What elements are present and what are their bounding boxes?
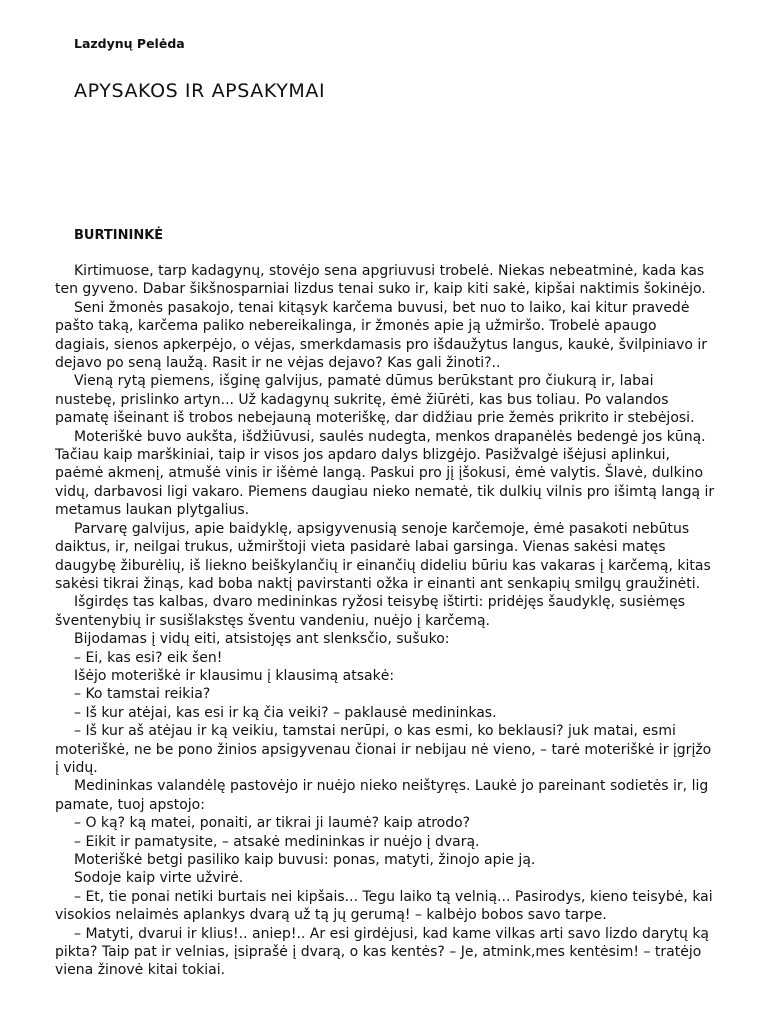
- paragraph: Moteriškė betgi pasiliko kaip buvusi: ponas, matyti, žinojo apie ją.: [74, 852, 536, 868]
- book-title: APYSAKOS IR APSAKYMAI: [74, 80, 326, 102]
- dialogue-line: – Iš kur atėjai, kas esi ir ką čia veiki? – paklausė medininkas.: [74, 704, 497, 721]
- dialogue-line: – Eikit ir pamatysite, – atsakė medininkas ir nuėjo į dvarą.: [74, 833, 480, 850]
- dialogue-line: – Iš kur aš atėjau ir ką veikiu, tamstai nerūpi, o kas esmi, ko beklausi? juk matai, esmi moteriškė, ne be pono žinios apsigyvenau čionai ir nebijau nė vieno, – tarė moteriškė ir įgrįžo į vidų.: [55, 723, 712, 776]
- dialogue-line: – Et, tie ponai netiki burtais nei kipšais... Tegu laiko tą velnią... Pasirodys, kieno teisybė, kai visokios nelaimės aplankys dvarą už tą jų gerumą! – kalbėjo bobos savo tarpe.: [55, 888, 713, 924]
- dialogue-line: – Ei, kas esi? eik šen!: [74, 649, 223, 666]
- author-name: Lazdynų Pelėda: [74, 36, 185, 51]
- dialogue-line: – O ką? ką matei, ponaiti, ar tikrai ji laumė? kaip atrodo?: [74, 815, 471, 832]
- paragraph: Kirtimuose, tarp kadagynų, stovėjo sena apgriuvusi trobelė. Niekas nebeatminė, kada kas ten gyveno. Dabar šikšnosparniai lizdus tenai suko ir, kaip kiti sakė, kipšai naktimis šokinėjo.: [55, 263, 706, 298]
- dialogue-line: – Matyti, dvarui ir klius!.. aniep!.. Ar esi girdėjusi, kad kame vilkas arti savo lizdo darytų ką pikta? Taip pat ir velnias, įsiprašė į dvarą, o kas kentės? – Je, atmink,mes kentėsim! – tratėjo viena žinovė kitai tokiai.: [55, 925, 710, 979]
- paragraph: Išgirdęs tas kalbas, dvaro medininkas ryžosi teisybę ištirti: pridėjęs šaudyklę, susiėmęs šventenybių ir susišlakstęs šventu vandeniu, nuėjo į karčemą.: [55, 594, 686, 629]
- dialogue-line: – Ko tamstai reikia?: [74, 686, 211, 703]
- document-page: [55, 0, 715, 1024]
- paragraph: Vieną rytą piemens, išginę galvijus, pamatė dūmus berūkstant pro čiukurą ir, labai nustebę, prislinko artyn... Už kadagynų sukritę, ėmė žiūrėti, kas bus toliau. Po valandos pamatę išeinant iš trobos nebejauną moteriškę, dar didžiau prie žemės prikrito ir stebėjosi.: [55, 373, 695, 427]
- paragraph: Moteriškė buvo aukšta, išdžiūvusi, saulės nudegta, menkos drapanėlės bedengė jos kūną. Tačiau kaip marškiniai, taip ir visos jos apdaro dalys blizgėjo. Pasižvalgė išėjusi aplinkui, paėmė akmenį, atmušė vinis ir išėmė langą. Paskui pro jį įšokusi, ėmė valytis. Šlavė, dulkino vidų, darbavosi ligi vakaro. Piemens daugiau nieko nematė, tik dulkių vilnis pro išimtą langą ir metamus laukan plytgalius.: [55, 428, 715, 519]
- paragraph: Bijodamas į vidų eiti, atsistojęs ant slenksčio, sušuko:: [74, 631, 450, 648]
- paragraph: Seni žmonės pasakojo, tenai kitąsyk karčema buvusi, bet nuo to laiko, kai kitur pravedė pašto taką, karčema paliko nebereikalinga, ir žmonės apie ją užmiršo. Trobelė apaugo dagiais, sienos apkerpėjo, o vėjas, smerkdamasis pro išdaužytus langus, kaukė, švilpiniavo ir dejavo po seną laužą. Rasit ir ne vėjas dejavo? Kas gali žinoti?..: [55, 299, 708, 372]
- paragraph: Parvarę galvijus, apie baidyklę, apsigyvenusią senoje karčemoje, ėmė pasakoti nebūtus daiktus, ir, neilgai trukus, užmirštoji vieta pasidarė labai garsinga. Vienas sakėsi matęs daugybę žiburėlių, iš liekno beiškylančių ir einančių dideliu būriu kas vakaras į karčemą, kitas sakėsi tikrai žinąs, kad boba naktį pavirstanti ožka ir einanti ant senkapių smilgų graužinėti.: [55, 520, 711, 592]
- paragraph: Medininkas valandėlę pastovėjo ir nuėjo nieko neištyręs. Laukė jo pareinant sodietės ir, lig pamate, tuoj apstojo:: [55, 778, 709, 813]
- chapter-body: [55, 262, 715, 980]
- chapter-title: BURTININKĖ: [74, 228, 164, 243]
- paragraph: Sodoje kaip virte užvirė.: [74, 870, 244, 887]
- paragraph: Išėjo moteriškė ir klausimu į klausimą atsakė:: [74, 667, 395, 684]
